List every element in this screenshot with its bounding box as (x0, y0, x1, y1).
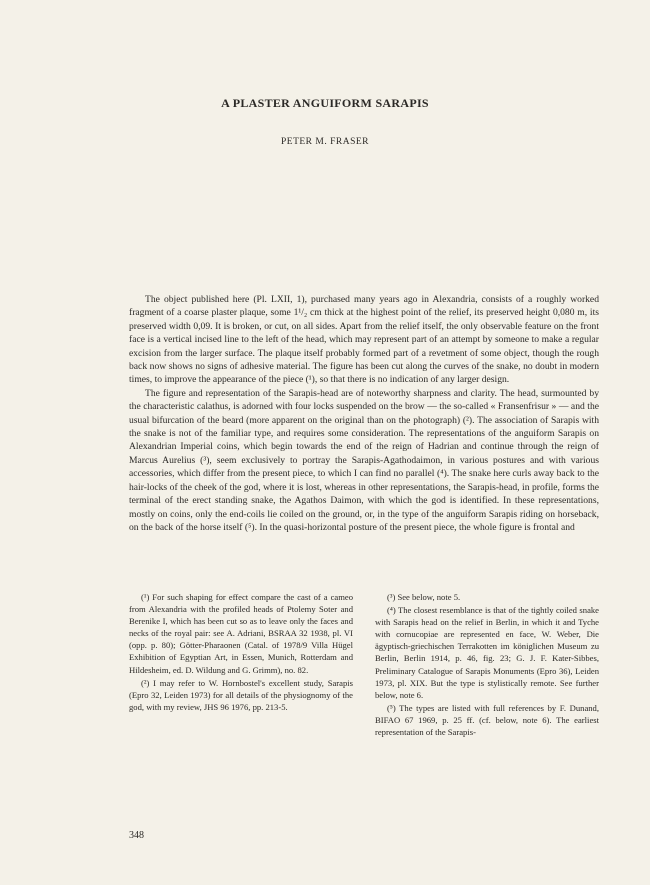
footnote-2: (²) I may refer to W. Hornbostel's excellent study, Sarapis (Epro 32, Leiden 1973) for all details of the physiognomy of the god, with my review, JHS 96 1976, pp. 213-5. (129, 677, 353, 712)
footnote-4: (⁴) The closest resemblance is that of the tightly coiled snake with Sarapis head on the relief in Berlin, in which it and Tyche with cornucopiae are represented en face, W. Weber, Die ägyptisch-griechischen Terrakotten im königlichen Museum zu Berlin, Berlin 1914, p. 46, fig. 23; G. J. F. Kater-Sibbes, Preliminary Catalogue of Sarapis Monuments (Epro 36), Leiden 1973, pl. XIX. But the type is stylistically remote. See further below, note 6. (375, 605, 599, 700)
page-number: 348 (129, 830, 144, 841)
body-text (129, 293, 599, 534)
author-name: PETER M. FRASER (280, 137, 369, 147)
footnote-5: (⁵) The types are listed with full references by F. Dunand, BIFAO 67 1969, p. 25 ff. (cf. below, note 6). The earliest representation of the Sarapis- (375, 702, 599, 738)
body-paragraph: The object published here (Pl. LXII, 1), purchased many years ago in Alexandria, consists of a roughly worked fragment of a coarse plaster plaque, some 1¹/₂ cm thick at the highest point of the relief, its preserved height 0,080 m, its preserved width 0,09. It is broken, or cut, on all sides. Apart from the relief itself, the only observable feature on the front face is a vertical incised line to the left of the head, which may represent part of an attempt by someone to make a regular excision from the larger surface. The plaque itself probably formed part of a revetment of some object, though the rough back now shows no signs of adhesive material. The figure has been cut along the curves of the snake, no doubt in modern times, to improve the appearance of the piece (¹), so that there is no indication of any larger design. (129, 294, 599, 386)
article-title: A PLASTER ANGUIFORM SARAPIS (221, 96, 429, 110)
footnotes (129, 591, 599, 739)
footnote-1: (¹) For such shaping for effect compare the cast of a cameo from Alexandria with the profiled heads of Ptolemy Soter and Berenike I, which has been cut so as to leave only the faces and necks of the royal pair: see A. Adriani, BSRAA 32 1938, pl. VI (opp. p. 80); Götter-Pharaonen (Catal. of 1978/9 Villa Hügel Exhibition of Egyptian Art, in Essen, Munich, Rotterdam and Hildesheim, ed. D. Wildung and G. Grimm), no. 82. (129, 592, 353, 675)
footnote-3: (³) See below, note 5. (387, 592, 461, 602)
footnotes-right-column (375, 591, 599, 739)
footnotes-left-column (129, 591, 353, 739)
body-paragraph: The figure and representation of the Sarapis-head are of noteworthy sharpness and clarity. The head, surmounted by the characteristic calathus, is adorned with four locks suspended on the brow — the so-called « Fransenfrisur » — and the usual bifurcation of the beard (more apparent on the original than on the photograph) (²). The association of Sarapis with the snake is not of the familiar type, and requires some consideration. The representations of the anguiform Sarapis on Alexandrian Imperial coins, which begin towards the end of the reign of Hadrian and continue through the reign of Marcus Aurelius (³), seem exclusively to portray the Sarapis-Agathodaimon, in various postures and with various accessories, which differ from the present piece, to which I can find no parallel (⁴). The snake here curls away back to the hair-locks of the cheek of the god, where it is lost, whereas in other representations, the Sarapis-head, in profile, forms the terminal of the erect standing snake, the Agathos Daimon, with which the god is identified. In these representations, mostly on coins, only the end-coils lie coiled on the ground, or, in the type of the anguiform Sarapis riding on horseback, on the back of the horse itself (⁵). In the quasi-horizontal posture of the present piece, the whole figure is frontal and (129, 387, 599, 533)
